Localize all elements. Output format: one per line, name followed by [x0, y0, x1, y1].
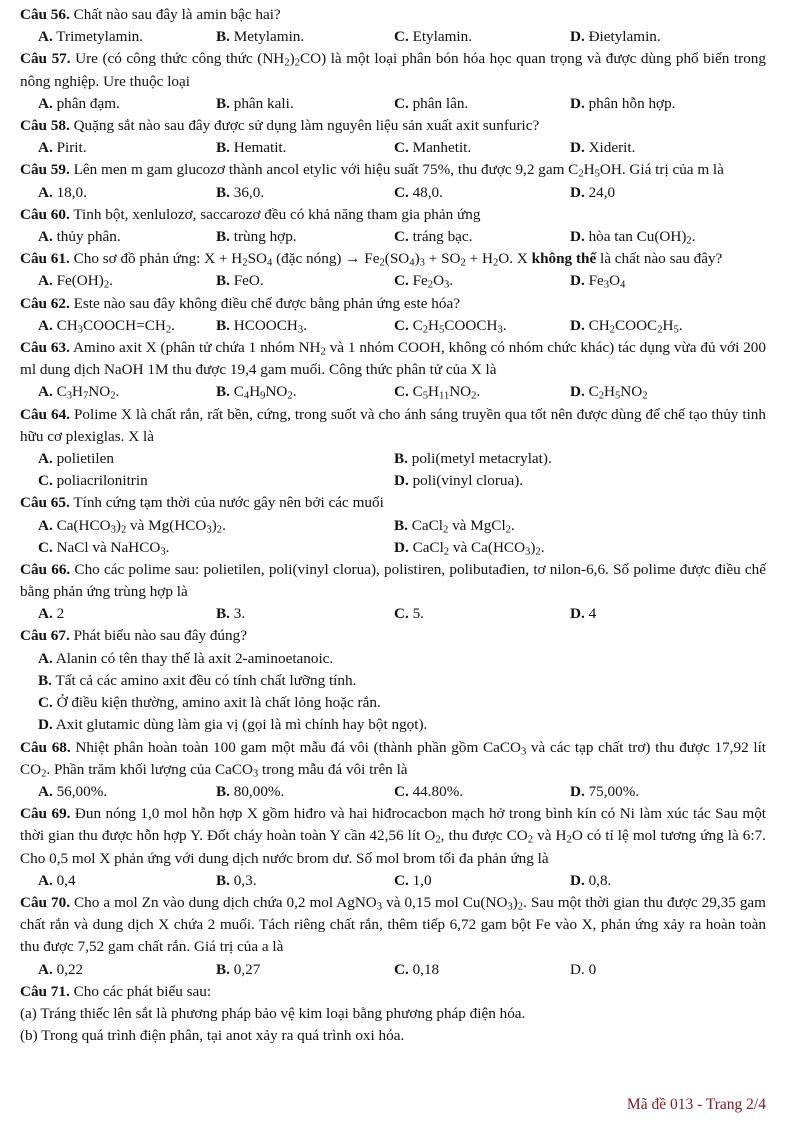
question-67	[20, 625, 766, 736]
option-c: C. phân lân.	[394, 94, 469, 112]
options-row	[20, 870, 766, 892]
question-text: Chất nào sau đây là amin bậc hai?	[69, 6, 281, 23]
option-b: B. trùng hợp.	[216, 227, 297, 245]
question-number: Câu 70.	[20, 893, 71, 911]
option-a: A. 18,0.	[38, 183, 87, 201]
option-b: B. $C_4H_9NO_2$.	[216, 383, 297, 402]
option-b: B. 3.	[216, 605, 246, 623]
options-row	[20, 315, 766, 337]
option-d: D. $C_2H_5NO_2$	[570, 383, 648, 402]
options-row	[20, 470, 766, 492]
statement-a: (a) Tráng thiếc lên sắt là phương pháp bảo vệ kim loại bằng phương pháp điện hóa.	[20, 1004, 526, 1022]
question-text: Đun nóng 1,0 mol hỗn hợp X gồm hiđro và hai hiđrocacbon mạch hở trong bình kín có Ni làm xúc tác Sau một thời gian thu được hỗn hợp Y. Đốt cháy hoàn toàn Y cần 42,56 lít $O_2$, thu được $CO_2$ và $H_2O$ có tỉ lệ mol tương ứng là 6:7. Cho 0,5 mol X phản ứng với dung dịch nước brom dư. Số mol brom tối đa phản ứng là	[20, 805, 767, 867]
option-b: B. 0,27	[216, 960, 261, 978]
options-row	[20, 26, 766, 48]
option-a: A. polietilen	[38, 449, 114, 467]
option-c: C. Ở điều kiện thường, amino axit là chất lỏng hoặc rắn.	[38, 694, 381, 712]
question-66	[20, 559, 766, 626]
question-text: Amino axit X (phân tử chứa 1 nhóm $NH_2$ và 1 nhóm COOH, không có nhóm chức khác) tác dụng vừa đủ với 200 ml dung dịch NaOH 1M thu được 19,4 gam muối. Công thức phân tử của X là	[20, 338, 766, 379]
question-text: Cho a mol Zn vào dung dịch chứa 0,2 mol AgNO$_3$ và 0,15 mol $Cu(NO_3)_2$. Sau một thời gian thu được 29,35 gam chất rắn và dung dịch X chứa 2 muối. Tách riêng chất rắn, thêm tiếp 6,72 gam bột Fe vào X, phản ứng xảy ra hoàn toàn thu được 7,52 gam chất rắn. Giá trị của a là	[20, 893, 766, 956]
option-a: A. 0,4	[38, 871, 76, 889]
option-c: C. 48,0.	[394, 183, 443, 201]
question-text: Ure (có công thức công thức $(NH_2)_2CO$) là một loại phân bón hóa học quan trọng và được dùng phổ biến trong nông nghiệp. Ure thuộc loại	[20, 50, 766, 90]
option-d: D. phân hỗn hợp.	[570, 94, 676, 112]
options-row	[20, 781, 766, 803]
option-d: D. 24,0	[570, 183, 616, 201]
option-d: D. poli(vinyl clorua).	[394, 472, 524, 490]
option-c: C. NaCl và NaHCO$_3$.	[38, 538, 170, 558]
question-64	[20, 404, 766, 493]
question-text: Phát biểu nào sau đây đúng?	[69, 627, 247, 645]
question-number: Câu 64.	[20, 405, 70, 423]
question-69	[20, 803, 766, 892]
option-a: A. $Fe(OH)_2$.	[38, 272, 113, 292]
option-c: C. tráng bạc.	[394, 227, 473, 245]
options-row	[20, 137, 766, 159]
option-c: C. Manhetit.	[394, 139, 472, 157]
question-text: Cho các phát biểu sau:	[69, 982, 212, 1000]
statement-b: (b) Trong quá trình điện phân, tại anot xảy ra quá trình oxi hóa.	[20, 1027, 405, 1045]
question-68	[20, 737, 766, 804]
option-c: C. $C_5H_{11}NO_2$.	[394, 383, 481, 402]
question-number: Câu 65.	[20, 494, 70, 512]
question-number: Câu 59.	[20, 161, 70, 179]
question-number: Câu 63.	[20, 338, 70, 356]
option-c: C. $Fe_2O_3$.	[394, 272, 454, 292]
option-b: B. Hematit.	[216, 139, 287, 157]
option-d: D. Xiderit.	[570, 139, 636, 157]
option-b: B. 0,3.	[216, 871, 257, 889]
option-c: C. poliacrilonitrin	[38, 472, 148, 490]
option-b: B. phân kali.	[216, 94, 294, 112]
option-a: A. $C_3H_7NO_2$.	[38, 383, 120, 402]
option-a: A. 56,00%.	[38, 782, 108, 800]
question-number: Câu 56.	[20, 6, 70, 23]
option-a: A. $Ca(HCO_3)_2$ và $Mg(HCO_3)_2$.	[38, 516, 226, 536]
question-text: Cho các polime sau: polietilen, poli(vinyl clorua), polistiren, polibutađien, tơ nilon-6,6. Số polime được điều chế bằng phản ứng trùng hợp là	[20, 560, 766, 601]
question-text: Lên men m gam glucozơ thành ancol etylic với hiệu suất 75%, thu được 9,2 gam $C_2H_5OH$. Giá trị của m là	[69, 161, 724, 181]
question-text: Este nào sau đây không điều chế được bằng phản ứng este hóa?	[69, 294, 460, 312]
option-b: B. CaCl$_2$ và MgCl$_2$.	[394, 516, 515, 536]
option-a: A. 2	[38, 605, 65, 623]
option-c: C. $C_2H_5COOCH_3$.	[394, 316, 507, 336]
options-row	[20, 270, 766, 292]
question-59	[20, 159, 766, 203]
option-a: A. 0,22	[38, 960, 84, 978]
question-70	[20, 892, 766, 981]
option-d: D. 75,00%.	[570, 782, 640, 800]
option-a: A. $CH_3COOCH=CH_2$.	[38, 316, 175, 336]
options-row	[20, 515, 766, 537]
question-text: Tinh bột, xenlulozơ, saccarozơ đều có khả năng tham gia phản ứng	[69, 205, 481, 223]
option-d: D. $CH_2COOC_2H_5$.	[570, 316, 683, 336]
option-a: A. Pirit.	[38, 139, 87, 157]
option-b: B. Metylamin.	[216, 28, 305, 46]
options-row	[20, 448, 766, 470]
option-b: B. poli(metyl metacrylat).	[394, 449, 552, 467]
option-d: D. hòa $\tan Cu(OH)_2$.	[570, 227, 696, 247]
question-60	[20, 204, 766, 248]
question-63	[20, 337, 766, 404]
options-row	[20, 226, 766, 248]
question-number: Câu 62.	[20, 294, 70, 312]
option-b: B. FeO.	[216, 272, 264, 290]
option-d: D. Đietylamin.	[570, 28, 661, 46]
option-d: D. CaCl$_2$ và $Ca(HCO_3)_2$.	[394, 538, 545, 558]
option-c: C. 1,0	[394, 871, 432, 889]
option-b: B. $HCOOCH_3$.	[216, 316, 307, 336]
question-56	[20, 4, 766, 48]
option-b: B. 36,0.	[216, 183, 265, 201]
options-row	[20, 93, 766, 115]
question-58	[20, 115, 766, 159]
exam-page	[20, 4, 766, 1047]
question-57	[20, 48, 766, 115]
option-a: A. phân đạm.	[38, 94, 120, 112]
question-number: Câu 57.	[20, 50, 71, 68]
question-text: Tính cứng tạm thời của nước gây nên bởi các muối	[69, 494, 384, 512]
question-number: Câu 71.	[20, 982, 70, 1000]
question-61	[20, 248, 766, 292]
options-row	[20, 959, 766, 981]
option-a: A. thủy phân.	[38, 227, 121, 245]
question-text: Cho sơ đồ phản ứng: $X + H_2SO_4$ (đặc nóng) → $Fe_2(SO_4)_3 + SO_2 + H_2O$. X không thể là chất nào sau đây?	[69, 250, 723, 269]
options-row	[20, 182, 766, 204]
question-text: Quặng sắt nào sau đây được sử dụng làm nguyên liệu sản xuất axit sunfuric?	[69, 116, 540, 134]
question-71	[20, 981, 766, 1048]
option-c: C. Etylamin.	[394, 28, 473, 46]
question-number: Câu 58.	[20, 116, 70, 134]
option-d: D. 0,8.	[570, 871, 612, 889]
option-c: C. 44.80%.	[394, 782, 464, 800]
options-row	[20, 603, 766, 625]
option-d: D. $Fe_3O_4$	[570, 272, 626, 292]
page-footer: Mã đề 013 - Trang 2/4	[626, 1096, 766, 1113]
question-number: Câu 67.	[20, 627, 70, 645]
question-62	[20, 293, 766, 337]
question-number: Câu 60.	[20, 205, 70, 223]
option-d: D. 0	[570, 960, 597, 978]
question-text: Polime X là chất rắn, rất bền, cứng, trong suốt và cho ánh sáng truyền qua tốt nên được dùng để chế tạo thủy tinh hữu cơ plexiglas. X là	[20, 405, 766, 445]
option-c: C. 0,18	[394, 960, 440, 978]
question-number: Câu 61.	[20, 250, 70, 268]
option-c: C. 5.	[394, 605, 424, 623]
option-a: A. Trimetylamin.	[38, 28, 144, 46]
option-a: A. Alanin có tên thay thế là axit 2-aminoetanoic.	[38, 649, 334, 667]
question-number: Câu 66.	[20, 560, 71, 578]
options-row	[20, 537, 766, 559]
option-d: D. Axit glutamic dùng làm gia vị (gọi là mì chính hay bột ngọt).	[38, 716, 428, 734]
question-number: Câu 69.	[20, 805, 71, 823]
option-b: B. Tất cả các amino axit đều có tính chất lưỡng tính.	[38, 671, 357, 689]
option-d: D. 4	[570, 605, 597, 623]
question-number: Câu 68.	[20, 738, 71, 756]
question-text: Nhiệt phân hoàn toàn 100 gam một mẫu đá vôi (thành phần gồm CaCO$_3$ và các tạp chất trơ) thu được 17,92 lít $CO_2$. Phần trăm khối lượng của CaCO$_3$ trong mẫu đá vôi trên là	[20, 738, 767, 780]
options-row	[20, 381, 766, 403]
question-65	[20, 492, 766, 559]
option-b: B. 80,00%.	[216, 782, 285, 800]
